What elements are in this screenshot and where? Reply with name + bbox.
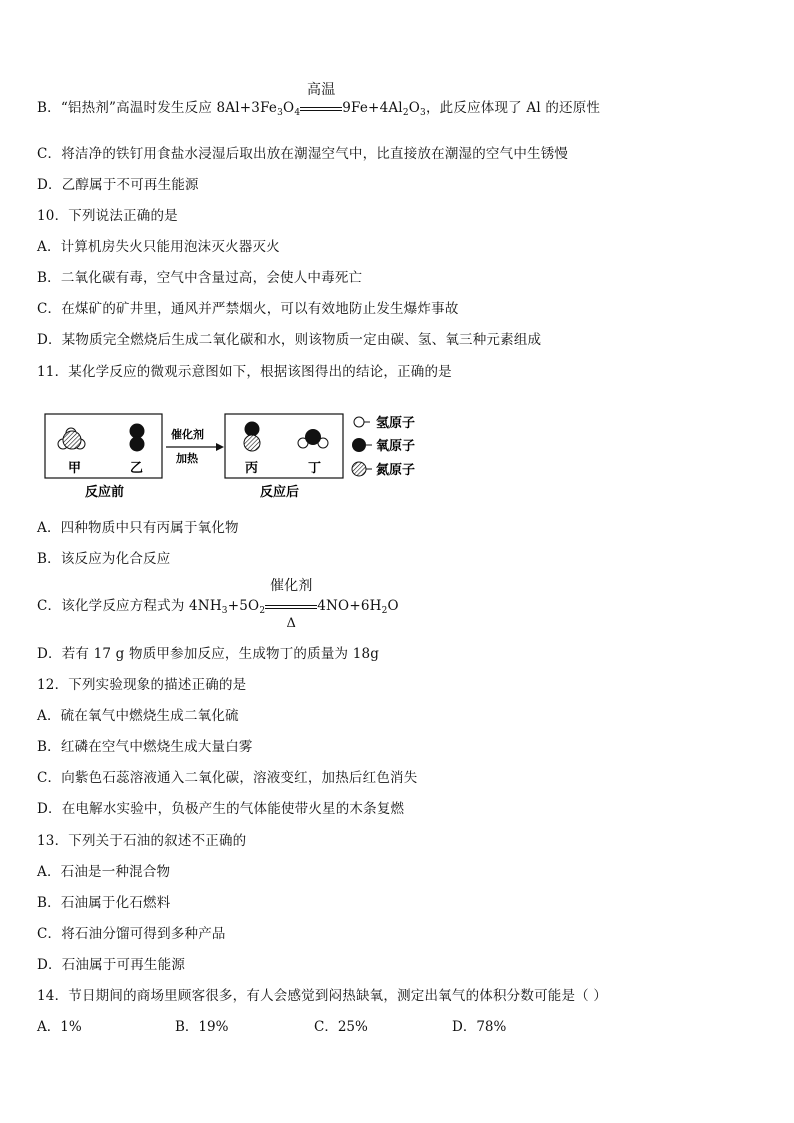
q10-option-a: A．计算机房失火只能用泡沫灭火器灭火 — [37, 239, 280, 255]
reaction-condition: 高温 — [300, 99, 342, 117]
label-ding: 丁 — [308, 460, 322, 475]
q13-option-d: D．石油属于可再生能源 — [37, 957, 186, 973]
oxygen-atom — [305, 429, 321, 445]
q9-option-c: C．将洁净的铁钉用食盐水浸湿后取出放在潮湿空气中，比直接放在潮湿的空气中生锈慢 — [37, 146, 569, 162]
q12-stem: 12．下列实验现象的描述正确的是 — [37, 677, 247, 693]
q10-option-c: C．在煤矿的矿井里，通风并严禁烟火，可以有效地防止发生爆炸事故 — [37, 301, 459, 317]
q10-stem: 10．下列说法正确的是 — [37, 208, 178, 224]
label-bing: 丙 — [245, 460, 259, 475]
q11-option-d: D．若有 17 g 物质甲参加反应，生成物丁的质量为 18g — [37, 646, 380, 662]
q13-option-c: C．将石油分馏可得到多种产品 — [37, 926, 226, 942]
legend-oxygen: 氧原子 — [376, 438, 416, 453]
label-after: 反应后 — [260, 484, 300, 499]
legend-nitrogen-icon — [352, 462, 366, 476]
label-before: 反应前 — [85, 484, 125, 499]
q14-option-b: B．19% — [175, 1019, 229, 1035]
q12-option-a: A．硫在氧气中燃烧生成二氧化硫 — [37, 708, 239, 724]
q11-option-c: C．该化学反应方程式为 $4NH_3+5O_2$ 催化剂 Δ $4NO+6H_2O$ — [37, 578, 399, 631]
q13-stem: 13．下列关于石油的叙述不正确的 — [37, 833, 247, 849]
q12-option-b: B．红磷在空气中燃烧生成大量白雾 — [37, 739, 253, 755]
q12-option-d: D．在电解水实验中，负极产生的气体能使带火星的木条复燃 — [37, 801, 405, 817]
oxygen-atom — [130, 437, 145, 452]
q9-option-d: D．乙醇属于不可再生能源 — [37, 177, 199, 193]
q11-option-b: B．该反应为化合反应 — [37, 551, 171, 567]
q9-option-b: B．“铝热剂”高温时发生反应 $8Al+3Fe_3O_4$ 高温 $9Fe+4Al_2O_3$，此反应体现了 Al 的还原性 — [37, 82, 601, 118]
arrow-head — [216, 443, 224, 451]
oxygen-atom — [245, 422, 260, 437]
q14-option-c: C．25% — [314, 1019, 368, 1035]
legend-nitrogen: 氮原子 — [376, 462, 416, 477]
q11-stem: 11．某化学反应的微观示意图如下，根据该图得出的结论，正确的是 — [37, 364, 452, 380]
nitrogen-atom — [244, 435, 260, 451]
q13-option-a: A．石油是一种混合物 — [37, 864, 171, 880]
reaction-diagram — [40, 406, 440, 501]
q13-option-b: B．石油属于化石燃料 — [37, 895, 171, 911]
catalyst-label: 催化剂 — [171, 429, 204, 441]
q10-option-d: D．某物质完全燃烧后生成二氧化碳和水，则该物质一定由碳、氢、氧三种元素组成 — [37, 332, 542, 348]
label-jia: 甲 — [68, 460, 82, 475]
legend-hydrogen: 氢原子 — [376, 415, 416, 430]
legend-hydrogen-icon — [354, 417, 364, 427]
oxygen-atom — [130, 424, 145, 439]
q11-option-a: A．四种物质中只有丙属于氧化物 — [37, 520, 239, 536]
q14-stem: 14．节日期间的商场里顾客很多，有人会感觉到闷热缺氧，测定出氧气的体积分数可能是（ ） — [37, 988, 608, 1004]
legend-oxygen-icon — [352, 438, 366, 452]
heat-label: 加热 — [176, 453, 198, 465]
q14-option-d: D．78% — [452, 1019, 507, 1035]
q12-option-c: C．向紫色石蕊溶液通入二氧化碳，溶液变红，加热后红色消失 — [37, 770, 418, 786]
nitrogen-atom — [63, 431, 81, 449]
q10-option-b: B．二氧化碳有毒，空气中含量过高，会使人中毒死亡 — [37, 270, 363, 286]
reaction-condition: 催化剂 Δ — [265, 597, 317, 615]
q14-option-a: A．1% — [37, 1019, 82, 1035]
label-yi: 乙 — [130, 460, 144, 475]
